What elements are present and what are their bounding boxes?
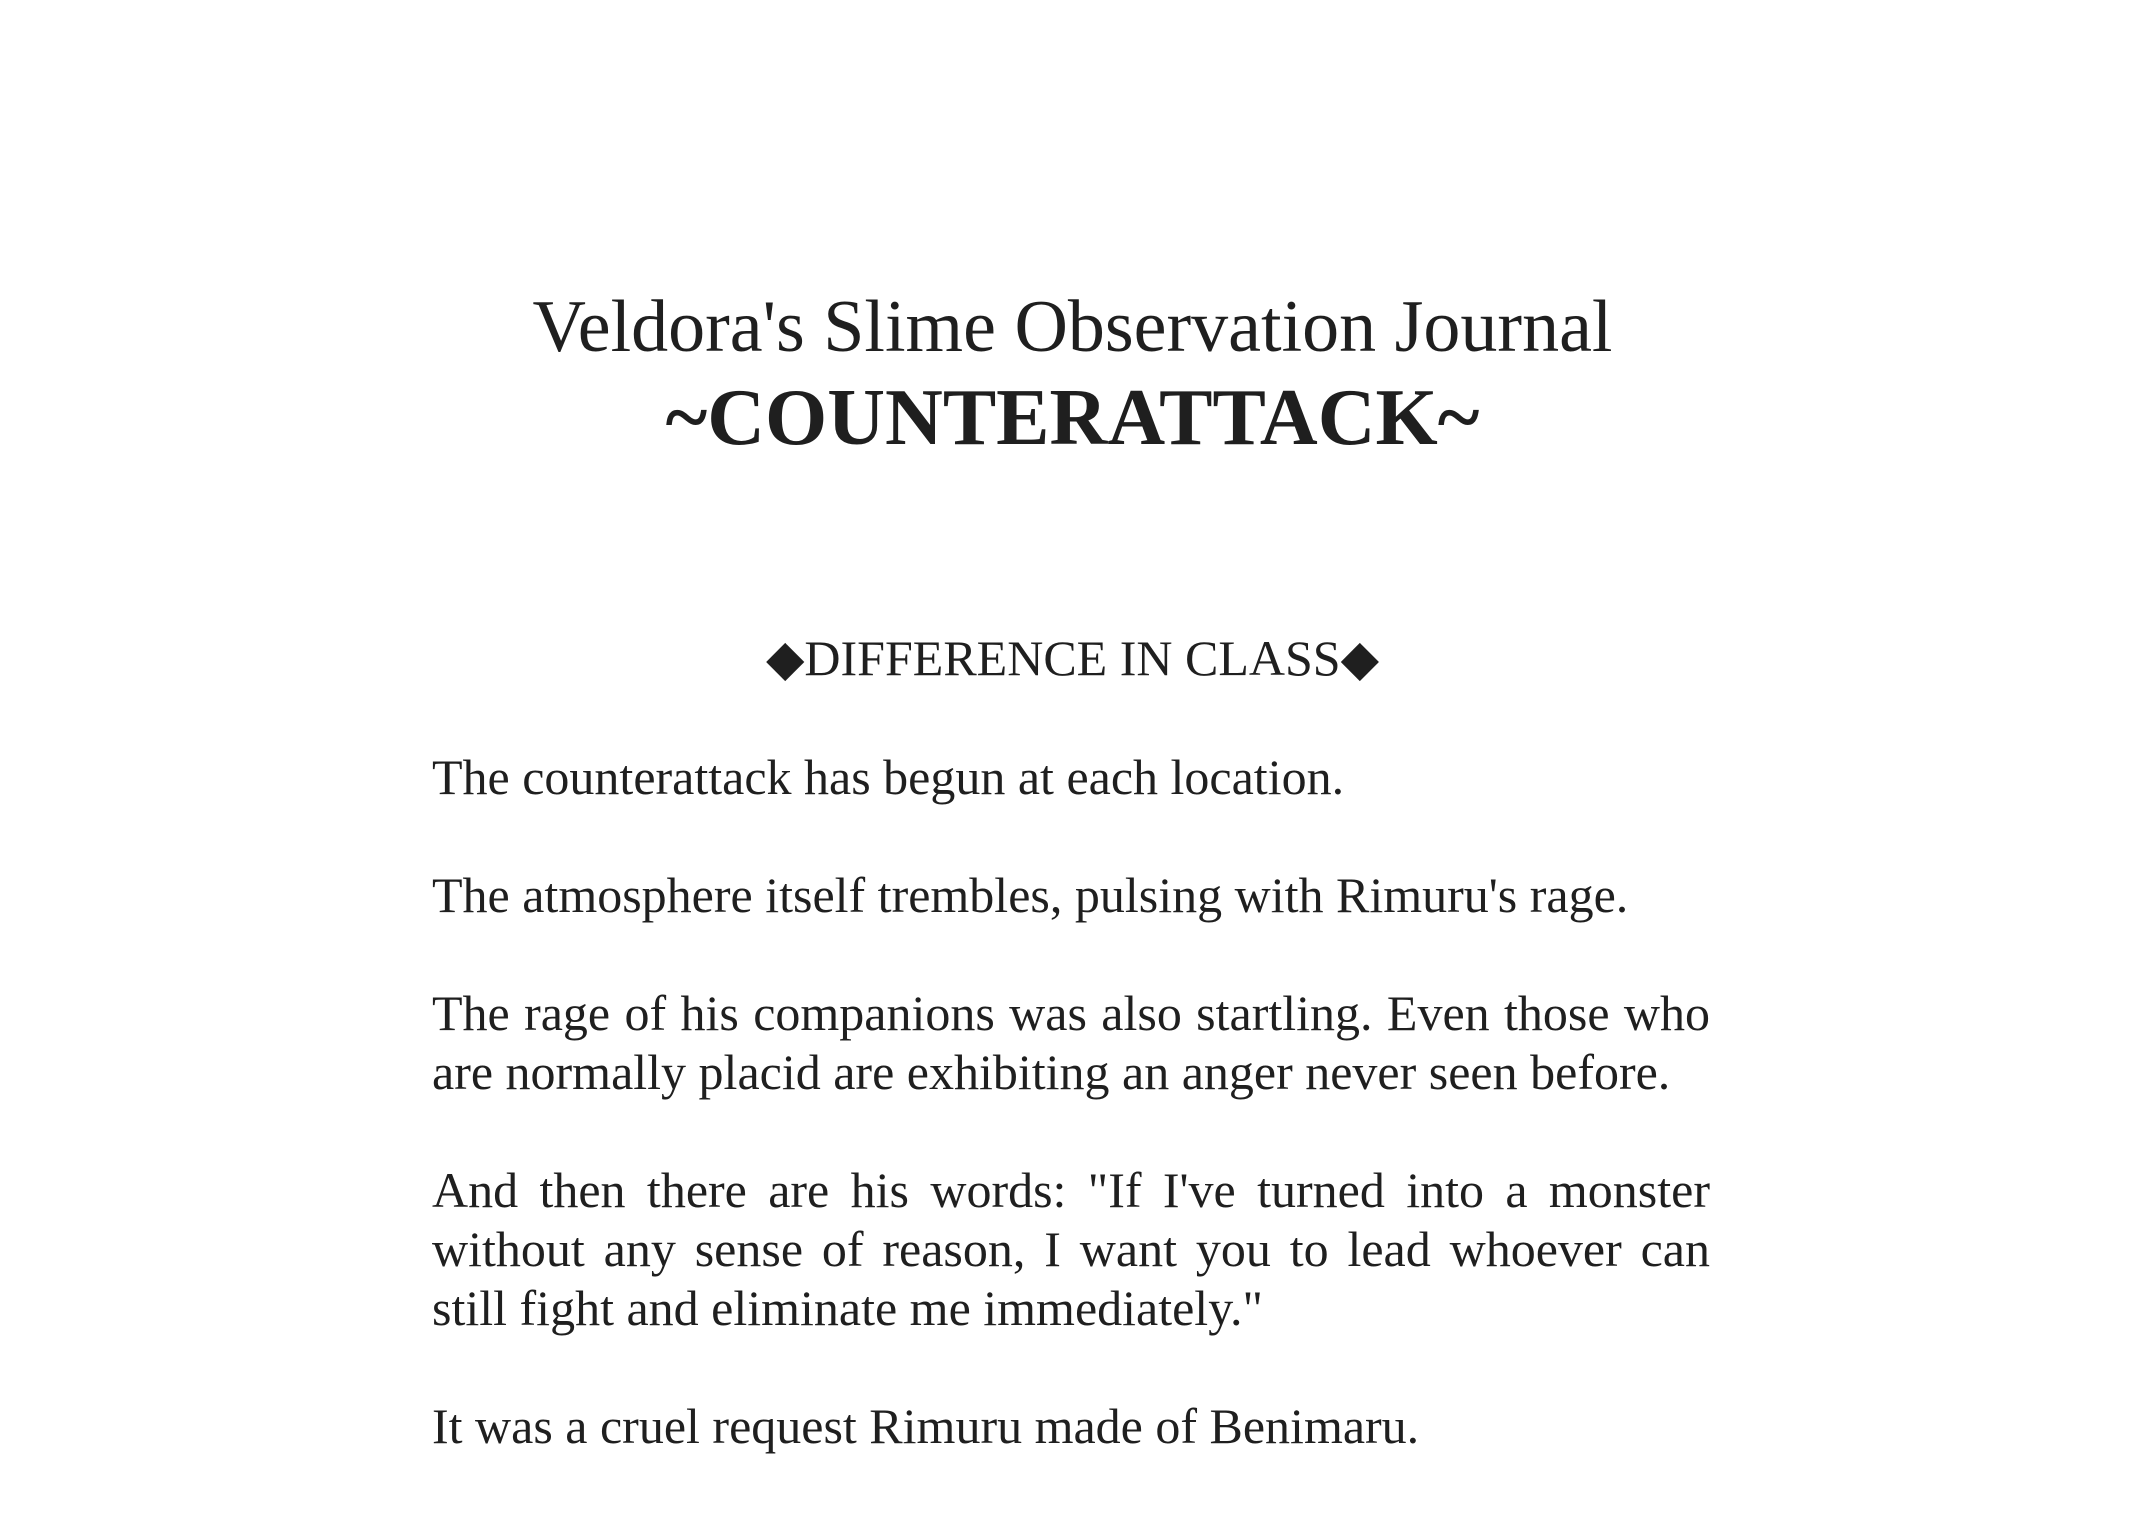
body-text <box>432 748 1710 1515</box>
paragraph: It was a cruel request Rimuru made of Benimaru. <box>432 1398 1420 1454</box>
section-heading: ◆DIFFERENCE IN CLASS◆ <box>765 630 1380 686</box>
document-subtitle: ~COUNTERATTACK~ <box>665 374 1480 462</box>
title-block <box>0 282 2145 464</box>
paragraph: And then there are his words: "If I've turned into a monster without any sense of reason, I want you to lead whoever can still fight and eliminate me immediately." <box>432 1162 1710 1336</box>
paragraph: The atmosphere itself trembles, pulsing with Rimuru's rage. <box>432 867 1629 923</box>
document-title: Veldora's Slime Observation Journal <box>532 286 1613 368</box>
paragraph: The rage of his companions was also startling. Even those who are normally placid are exhibiting an anger never seen before. <box>432 985 1710 1100</box>
paragraph: The counterattack has begun at each location. <box>432 749 1345 805</box>
